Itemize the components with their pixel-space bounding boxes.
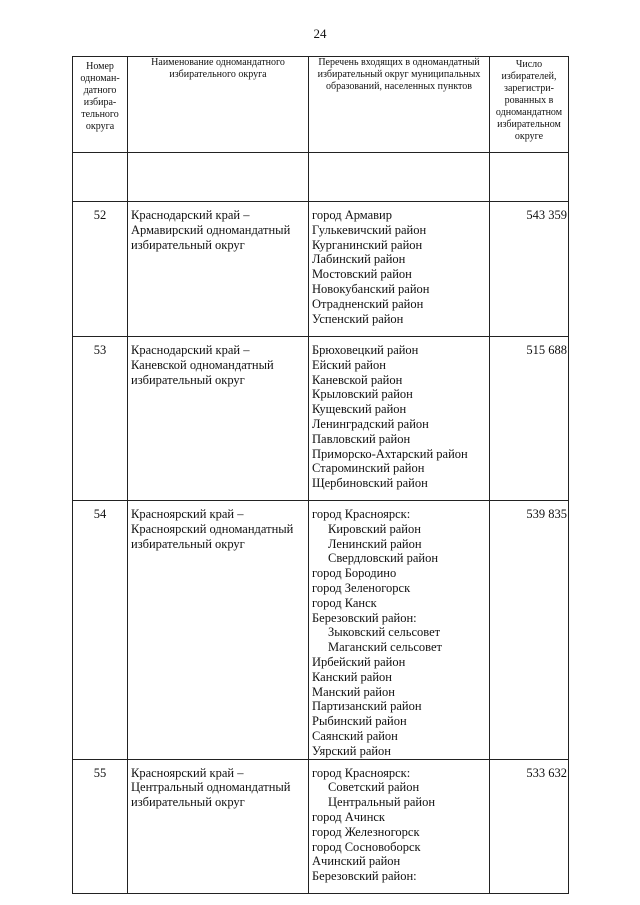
- header-spacer-row: [73, 153, 569, 202]
- district-number: 53: [73, 337, 128, 501]
- municipality-item: Канский район: [312, 669, 392, 684]
- district-number: 55: [73, 759, 128, 893]
- municipality-item: Уярский район: [312, 743, 391, 758]
- municipality-item: Отрадненский район: [312, 296, 424, 311]
- district-number: 54: [73, 501, 128, 760]
- municipality-item: город Сосновоборск: [312, 839, 421, 854]
- municipality-list: [309, 337, 490, 501]
- municipality-item: Кировский район: [328, 521, 421, 536]
- municipality-list: [309, 759, 490, 893]
- municipality-item: город Зеленогорск: [312, 580, 411, 595]
- municipality-item: Центральный район: [328, 795, 436, 810]
- municipality-item: город Ачинск: [312, 809, 386, 824]
- municipality-item: Успенский район: [312, 311, 404, 326]
- municipality-item: Ейский район: [312, 357, 386, 372]
- municipality-item: Ирбейский район: [312, 654, 406, 669]
- district-name: Красноярский край – Красноярский одномандатный избирательный округ: [128, 501, 309, 760]
- districts-table: [72, 56, 569, 894]
- table-header-row: [73, 57, 569, 153]
- municipality-item: Ачинский район: [312, 854, 401, 869]
- header-municipalities: Перечень входящих в одномандатный избирательный округ муниципальных образований, населенных пунктов: [309, 57, 490, 153]
- municipality-item: Мостовский район: [312, 267, 412, 282]
- table-row: [73, 759, 569, 893]
- municipality-item: Каневской район: [312, 372, 403, 387]
- municipality-item: Зыковский сельсовет: [328, 625, 441, 640]
- municipality-item: город Армавир: [312, 208, 392, 222]
- municipality-item: город Красноярск:: [312, 765, 411, 780]
- municipality-item: город Красноярск:: [312, 507, 411, 521]
- municipality-item: город Канск: [312, 595, 377, 610]
- voter-count: 543 359: [490, 202, 569, 337]
- municipality-item: Курганинский район: [312, 237, 423, 252]
- municipality-item: Брюховецкий район: [312, 343, 419, 357]
- header-district-number: Номер одноман-датного избира-тельного округа: [73, 57, 128, 153]
- municipality-item: Рыбинский район: [312, 714, 407, 729]
- municipality-item: Ленинградский район: [312, 416, 429, 431]
- municipality-item: Ленинский район: [328, 536, 422, 551]
- municipality-item: Староминский район: [312, 461, 425, 476]
- header-district-name: Наименование одномандатного избирательного округа: [128, 57, 309, 153]
- municipality-item: Гулькевичский район: [312, 222, 427, 237]
- municipality-item: Советский район: [328, 780, 420, 795]
- table-row: [73, 337, 569, 501]
- municipality-item: Саянский район: [312, 728, 398, 743]
- municipality-item: Березовский район:: [312, 869, 417, 884]
- voter-count: 533 632: [490, 759, 569, 893]
- municipality-item: Лабинский район: [312, 252, 406, 267]
- voter-count: 539 835: [490, 501, 569, 760]
- municipality-list: [309, 202, 490, 337]
- municipality-item: Маганский сельсовет: [328, 640, 442, 655]
- municipality-item: Щербиновский район: [312, 476, 428, 491]
- district-name: Краснодарский край – Каневской одномандатный избирательный округ: [128, 337, 309, 501]
- municipality-item: Приморско-Ахтарский район: [312, 446, 468, 461]
- district-number: 52: [73, 202, 128, 337]
- municipality-item: Партизанский район: [312, 699, 422, 714]
- municipality-item: Новокубанский район: [312, 281, 430, 296]
- district-name: Краснодарский край – Армавирский одномандатный избирательный округ: [128, 202, 309, 337]
- municipality-item: город Железногорск: [312, 824, 420, 839]
- municipality-item: город Бородино: [312, 566, 397, 581]
- page-number: 24: [313, 26, 327, 41]
- municipality-item: Павловский район: [312, 431, 411, 446]
- table-row: [73, 501, 569, 760]
- municipality-list: [309, 501, 490, 760]
- municipality-item: Крыловский район: [312, 387, 413, 402]
- municipality-item: Манский район: [312, 684, 395, 699]
- district-name: Красноярский край – Центральный одномандатный избирательный округ: [128, 759, 309, 893]
- municipality-item: Березовский район:: [312, 610, 417, 625]
- municipality-item: Кущевский район: [312, 402, 407, 417]
- voter-count: 515 688: [490, 337, 569, 501]
- header-voter-count: Число избирателей, зарегистри-рованных в одномандатном избирательном округе: [490, 57, 569, 153]
- municipality-item: Свердловский район: [328, 551, 439, 566]
- table-row: [73, 202, 569, 337]
